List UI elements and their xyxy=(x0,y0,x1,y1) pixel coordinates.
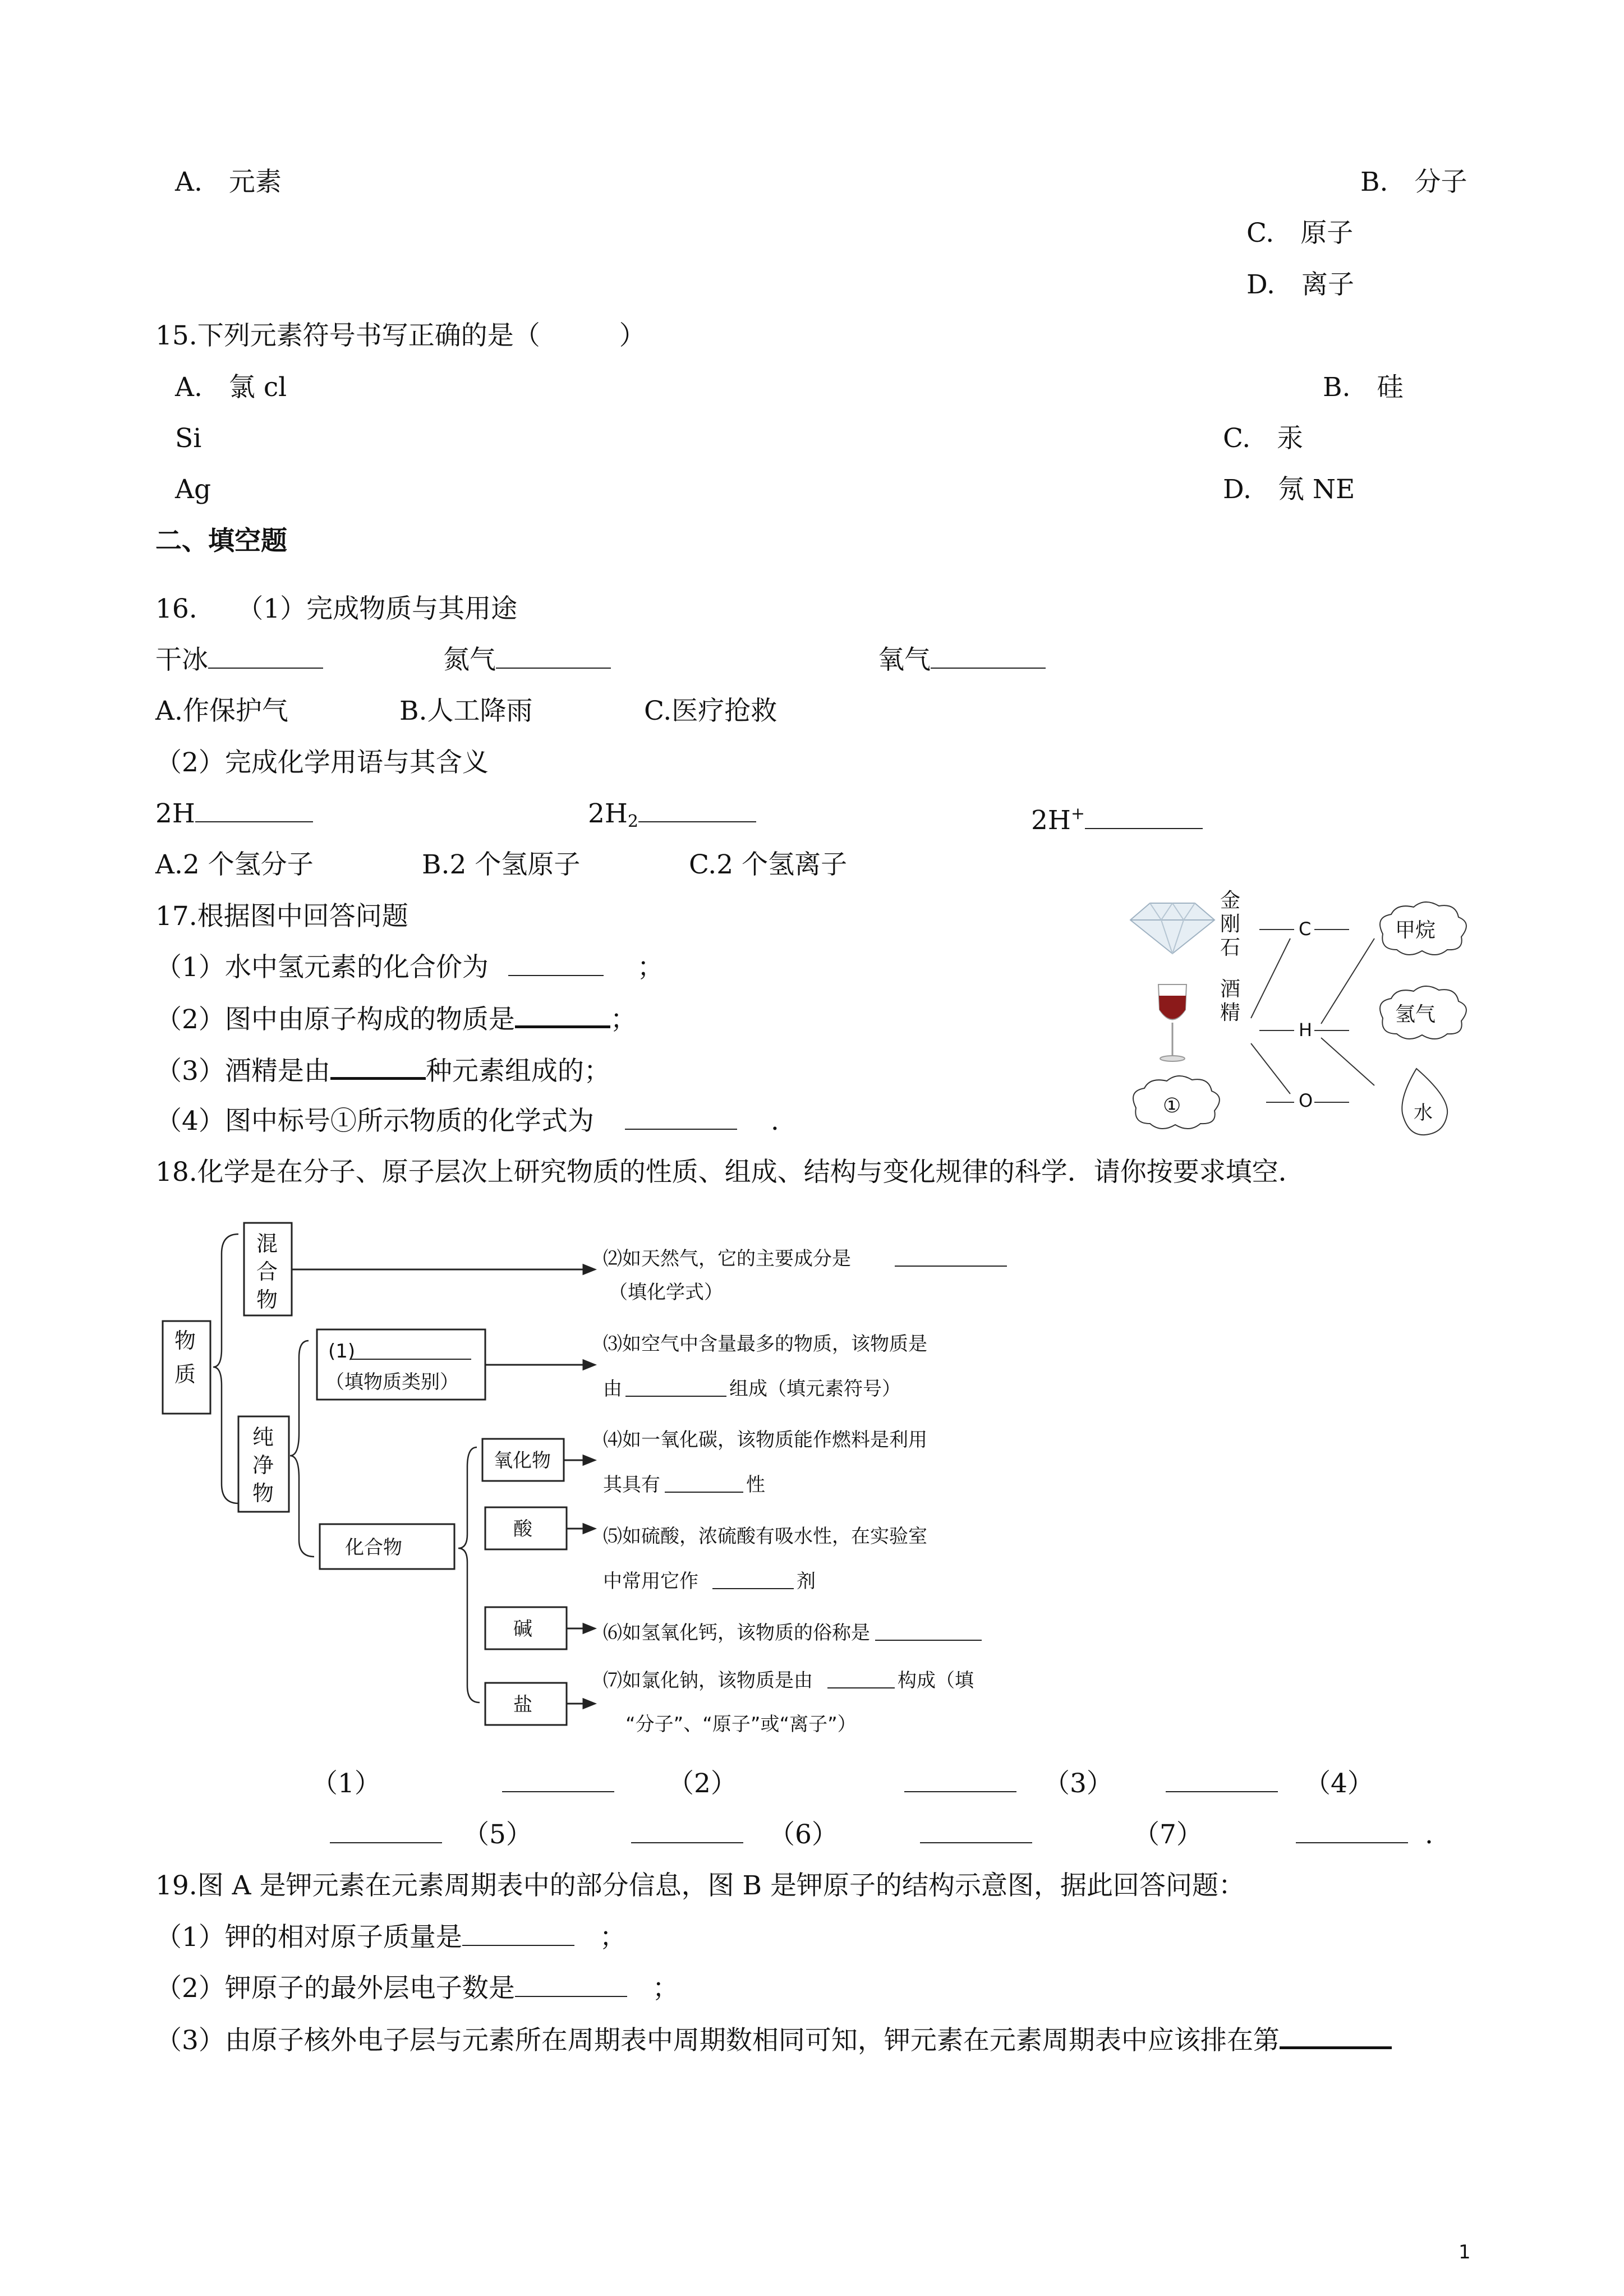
q14-option-c: C. 原子 xyxy=(1246,218,1354,249)
q18-answer-5-label: （5） xyxy=(463,1819,532,1850)
q18-answer-1 xyxy=(502,1767,614,1801)
label-acid: 酸 xyxy=(513,1518,532,1540)
q16-stem: 16. （1）完成物质与其用途 xyxy=(155,593,518,624)
q18-answer-2 xyxy=(904,1767,1016,1801)
q18-answer-3 xyxy=(1166,1767,1278,1801)
q16-option2-b: B.2 个氢原子 xyxy=(422,849,581,880)
q16-item-oxygen: 氧气 xyxy=(878,643,1046,677)
q15-option-c-symbol: Ag xyxy=(175,474,211,505)
q17-part4: （4）图中标号①所示物质的化学式为 . xyxy=(155,1106,779,1137)
note-7b: 构成（填 xyxy=(898,1669,974,1692)
note-4c: 性 xyxy=(746,1474,765,1496)
q16-option-c: C.医疗抢救 xyxy=(644,696,778,726)
q14-option-d: D. 离子 xyxy=(1246,269,1354,300)
q15-option-c: C. 汞 xyxy=(1223,423,1304,454)
q18-answer-7: . xyxy=(1296,1818,1433,1852)
q16-option-b: B.人工降雨 xyxy=(399,696,533,726)
label-mixture-2: 合 xyxy=(256,1259,278,1284)
label-mark-1: ① xyxy=(1163,1094,1181,1117)
q15-option-a: A. 氯 cl xyxy=(175,372,287,403)
note-5b: 中常用它作 xyxy=(603,1570,698,1593)
element-h: H xyxy=(1299,1019,1313,1041)
q14-option-a: A. 元素 xyxy=(175,167,282,197)
label-hydrogen: 氢气 xyxy=(1395,1003,1436,1026)
label-pure-1: 纯 xyxy=(252,1425,274,1450)
label-alcohol: 酒精 xyxy=(1220,978,1241,1024)
q15-option-d: D. 氖 NE xyxy=(1223,474,1355,505)
wine-glass-icon xyxy=(1158,984,1186,1061)
note-5c: 剂 xyxy=(797,1570,816,1593)
q18-answer-2-label: （2） xyxy=(668,1768,737,1799)
q17-part3: （3）酒精是由 种元素组成的； xyxy=(155,1053,610,1088)
diamond-icon xyxy=(1130,903,1214,954)
label-methane: 甲烷 xyxy=(1395,919,1436,942)
section-title: 二、填空题 xyxy=(155,526,287,556)
q16-option2-a: A.2 个氢分子 xyxy=(155,849,314,880)
element-c: C xyxy=(1299,918,1312,940)
label-substance-1: 物 xyxy=(174,1328,196,1353)
q16-part2: （2）完成化学用语与其含义 xyxy=(155,747,489,778)
label-blank1-hint: （填物质类别） xyxy=(325,1371,459,1393)
q16-item-dry-ice: 干冰 xyxy=(155,643,323,677)
q16-option-a: A.作保护气 xyxy=(155,696,288,726)
q18-answer-1-label: （1） xyxy=(311,1768,381,1799)
q18-answer-6-label: （6） xyxy=(769,1819,838,1850)
q15-stem: 15.下列元素符号书写正确的是（ ） xyxy=(155,320,646,351)
q18-answer-4-label: （4） xyxy=(1304,1768,1374,1799)
note-3b: 由 xyxy=(603,1378,622,1400)
q18-answer-3-label: （3） xyxy=(1043,1768,1113,1799)
label-blank1: (1) xyxy=(328,1340,356,1363)
q15-option-b-symbol: Si xyxy=(175,423,202,454)
label-substance-2: 质 xyxy=(174,1362,196,1387)
note-5a: ⑸如硫酸，浓硫酸有吸水性，在实验室 xyxy=(603,1525,927,1548)
q19-part1: （1）钾的相对原子质量是 ； xyxy=(155,1922,626,1953)
note-3c: 组成（填元素符号） xyxy=(729,1378,901,1400)
label-compound: 化合物 xyxy=(345,1536,402,1559)
q16-option2-c: C.2 个氢离子 xyxy=(689,849,848,880)
q16-item-nitrogen: 氮气 xyxy=(443,643,611,677)
q18-classification-diagram xyxy=(160,1220,1046,1739)
label-diamond: 金刚石 xyxy=(1220,889,1241,959)
label-mixture-3: 物 xyxy=(256,1287,278,1312)
q17-stem: 17.根据图中回答问题 xyxy=(155,901,408,932)
q16-symbol-2h-ion: 2H+ xyxy=(1031,797,1203,838)
q19-part3: （3）由原子核外电子层与元素所在周期表中周期数相同可知，钾元素在元素周期表中应该排在第 xyxy=(155,2023,1392,2058)
q18-answer-6 xyxy=(920,1818,1032,1852)
label-oxide: 氧化物 xyxy=(494,1450,551,1472)
q19-part2: （2）钾原子的最外层电子数是 ； xyxy=(155,1973,679,2004)
q16-symbol-2h: 2H xyxy=(155,797,313,831)
q14-option-b: B. 分子 xyxy=(1360,167,1467,197)
q19-stem: 19.图 A 是钾元素在元素周期表中的部分信息，图 B 是钾原子的结构示意图，据此回答问题： xyxy=(155,1870,1245,1901)
note-7c: “分子”、“原子”或“离子”） xyxy=(625,1713,857,1736)
note-2b: （填化学式） xyxy=(609,1281,723,1304)
label-mixture-1: 混 xyxy=(256,1231,278,1256)
q18-answer-5 xyxy=(631,1818,743,1852)
q17-part2: （2）图中由原子构成的物质是 ； xyxy=(155,1002,637,1037)
note-3a: ⑶如空气中含量最多的物质，该物质是 xyxy=(603,1333,927,1355)
label-salt: 盐 xyxy=(513,1694,532,1716)
label-base: 碱 xyxy=(513,1618,532,1640)
q17-figure xyxy=(1119,884,1489,1147)
note-2a: ⑵如天然气，它的主要成分是 xyxy=(603,1248,851,1270)
label-pure-2: 净 xyxy=(252,1453,274,1478)
note-6a: ⑹如氢氧化钙，该物质的俗称是 xyxy=(603,1622,870,1644)
q16-symbol-2h2: $2H_2$ xyxy=(588,797,756,839)
q18-answer-7-label: （7） xyxy=(1133,1819,1203,1850)
q17-part1: （1）水中氢元素的化合价为 ； xyxy=(155,952,664,983)
page-number: 1 xyxy=(1459,2241,1471,2263)
label-pure-3: 物 xyxy=(252,1481,274,1506)
note-4a: ⑷如一氧化碳，该物质能作燃料是利用 xyxy=(603,1429,927,1451)
note-4b: 其具有 xyxy=(603,1474,660,1496)
q15-option-b: B. 硅 xyxy=(1323,372,1404,403)
q18-answer-4 xyxy=(330,1818,442,1852)
label-water: 水 xyxy=(1414,1102,1433,1124)
element-o: O xyxy=(1299,1090,1313,1111)
note-7a: ⑺如氯化钠，该物质是由 xyxy=(603,1669,813,1692)
q18-stem: 18.化学是在分子、原子层次上研究物质的性质、组成、结构与变化规律的科学．请你按要求填空． xyxy=(155,1157,1305,1188)
